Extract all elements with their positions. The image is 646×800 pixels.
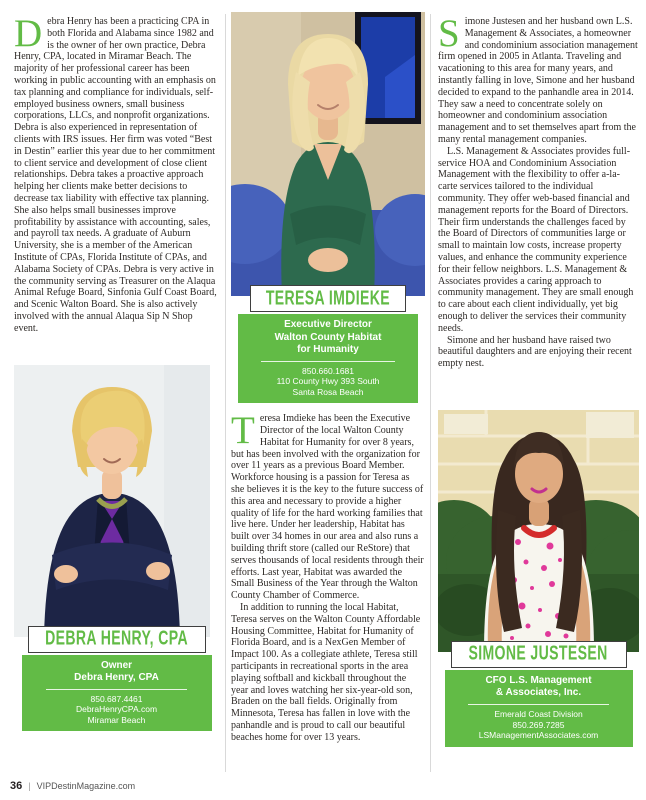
simone-bio-text bbox=[438, 12, 639, 370]
card-title-line: Owner bbox=[100, 659, 133, 671]
bio-paragraph: L.S. Management & Associates provides full-service HOA and Condominium Association Management with the flexibility to offer a-la-carte services tailored to the individual community. They offer web-based financial and management reports for the Board of Directors. Their firm understands the challenges faced by the Board of Directors of communities large or small to maintain low costs, increase property values, and enhance the community experience for their fellow neighbors. L.S. Management & Associates provides a caring approach to community management. They are small enough to care about each client individually, yet big enough to deliver the services their community needs. bbox=[438, 145, 634, 334]
page-number: 36 bbox=[10, 780, 23, 792]
card-separator bbox=[261, 361, 395, 362]
website: LSManagementAssociates.com bbox=[478, 730, 599, 741]
phone-number: 850.660.1681 bbox=[302, 365, 354, 376]
teresa-contact-card bbox=[238, 314, 418, 403]
column-debra bbox=[14, 12, 219, 731]
page-footer bbox=[10, 780, 135, 792]
card-title-line: for Humanity bbox=[297, 344, 359, 355]
footer-separator: | bbox=[28, 781, 31, 791]
bio-paragraph: Simone and her husband have raised two beautiful daughters and are enjoying their recent empty nest. bbox=[438, 334, 632, 370]
card-title-line: Executive Director bbox=[284, 319, 372, 330]
column-teresa bbox=[231, 12, 425, 744]
drop-cap: S bbox=[438, 12, 460, 55]
teresa-name-banner bbox=[250, 285, 406, 312]
website: DebraHenryCPA.com bbox=[75, 704, 158, 715]
magazine-website: VIPDestinMagazine.com bbox=[36, 781, 136, 791]
drop-cap: D bbox=[14, 12, 43, 55]
teresa-imdieke-photo bbox=[231, 12, 425, 296]
location: Santa Rosa Beach bbox=[292, 386, 364, 397]
location: Miramar Beach bbox=[87, 714, 146, 725]
debra-name: DEBRA HENRY, CPA bbox=[45, 627, 188, 650]
card-title-line: CFO L.S. Management bbox=[485, 674, 592, 686]
card-title-line: Debra Henry, CPA bbox=[74, 672, 159, 684]
debra-contact-card bbox=[22, 655, 212, 732]
card-title-line: Walton County Habitat bbox=[274, 331, 382, 343]
bio-paragraph: ebra Henry has been a practicing CPA in both Florida and Alabama since 1982 and is the owner of her own practice, Debra Henry, CPA, located in Miramar Beach. The majority of her professional career has been working in public accounting with an emphasis on tax planning and compliance for individuals, self-employed business owners, small business corporations, LLCs, and nonprofit organizations. Debra is also experienced in representation of clients with IRS issues. Her firm was voted “Best in Destin” earlier this year due to her commitment to client service and development of close client relationships. Debra takes a proactive approach helping her clients make better decisions to decrease tax liability with effective tax planning. She also helps small businesses improve profitability by assistance with accounting, sales, and payroll tax needs. A graduate of Auburn University, she is a member of the American Institute of CPAs, Florida Institute of CPAs, and Alabama Society of CPAs. Debra is very active in the community serving as Treasurer on the Alaqua Animal Refuge Board, Sinfonia Gulf Coast Board, and Scenic Walton Board. She is also actively involved with the annual Alaqua Sip N Shop event. bbox=[14, 16, 217, 334]
phone-number: 850.269.7285 bbox=[512, 719, 565, 730]
teresa-name: TERESA IMDIEKE bbox=[265, 286, 391, 310]
teresa-bio-text bbox=[231, 409, 425, 743]
simone-name: SIMONE JUSTESEN bbox=[468, 642, 609, 666]
phone-number: 850.687.4461 bbox=[90, 693, 143, 704]
card-title-line: & Associates, Inc. bbox=[495, 687, 582, 699]
column-simone bbox=[438, 12, 639, 747]
debra-bio-text bbox=[14, 12, 219, 335]
drop-cap: T bbox=[231, 409, 255, 453]
bio-paragraph: In addition to running the local Habitat, Teresa serves on the Walton County Affordable Housing Committee, Habitat for Humanity of Florida Board, and is a NexGen Member of Impact 100. As a collegiate athlete, Teresa still participants in recreational sports in the area playing softball and kickball throughout the year and loves watching her six-year-old son, Braden on the ball fields. Originally from Minnesota, Teresa has fallen in love with the panhandle and is proud to call our beautiful beaches home for over 13 years. bbox=[231, 602, 421, 743]
card-separator bbox=[468, 704, 608, 705]
street-address: 110 County Hwy 393 South bbox=[276, 376, 380, 387]
bio-paragraph: eresa Imdieke has been the Executive Director of the local Walton County Habitat for Humanity for over 8 years, but has been involved with the organization for over 11 years as a previous Board Member. Workforce housing is a passion for Teresa as she believes it is the key to the future success of this area and necessary to provide a higher quality of life for the hard working families that live here. Under her leadership, Habitat has built over 34 homes in our area and also runs a building thrift store (called our ReStore) that serves thousands of local residents through their efforts. Last year, Habitat was awarded the Small Business of the Year through the Walton County Chamber of Commerce. bbox=[231, 413, 424, 602]
debra-name-banner bbox=[28, 626, 206, 653]
simone-justesen-photo bbox=[438, 410, 639, 652]
column-divider bbox=[430, 14, 431, 772]
bio-paragraph: imone Justesen and her husband own L.S. Management & Associates, a homeowner and condominium association management firm opened in 2005 in Atlanta. Traveling and vacationing to this area for many years, and instantly falling in love, Simone and her husband decided to expand to the panhandle area in 2014. They saw a need to concentrate solely on homeowner and condominium association management and to set themselves apart from the many rental management companies. bbox=[438, 16, 638, 145]
debra-henry-photo bbox=[14, 365, 219, 637]
division: Emerald Coast Division bbox=[494, 708, 583, 719]
simone-contact-card bbox=[445, 670, 633, 747]
simone-name-banner bbox=[451, 641, 627, 668]
card-separator bbox=[46, 689, 188, 690]
column-divider bbox=[225, 14, 226, 772]
